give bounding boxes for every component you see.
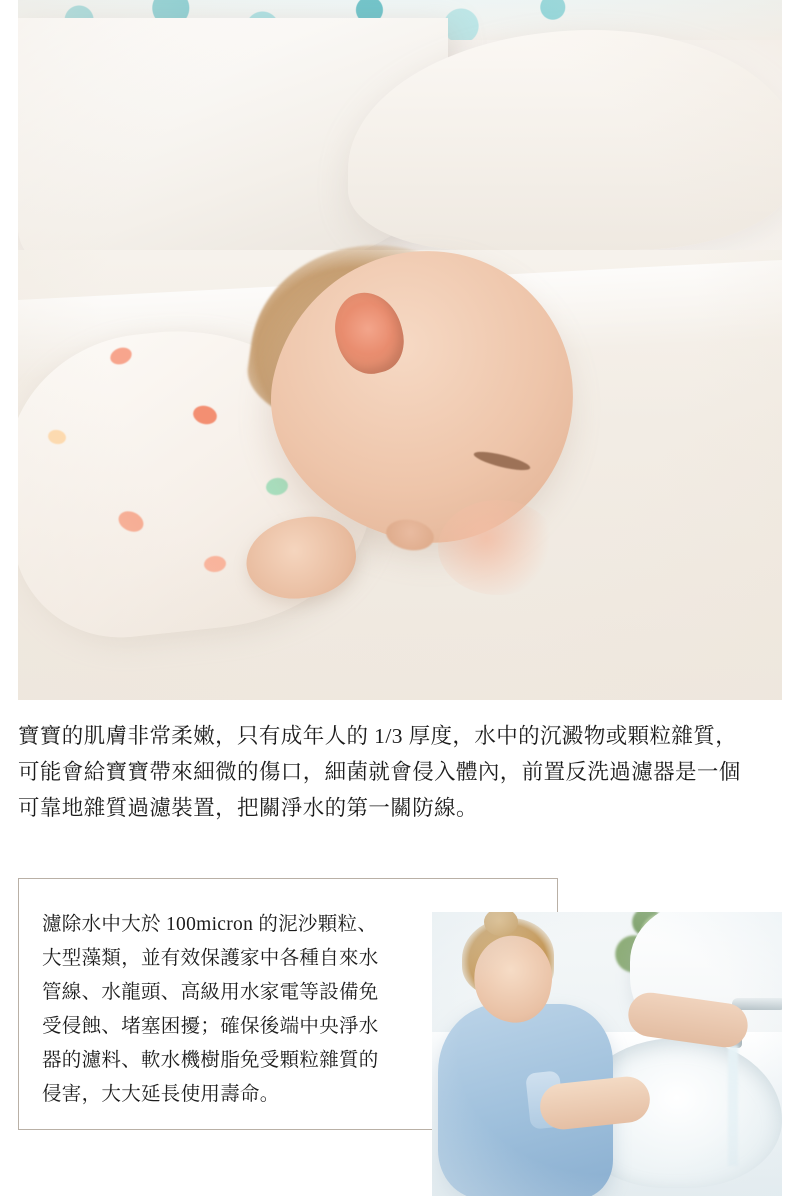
note-line-1: 濾除水中大於 100micron 的泥沙顆粒、 bbox=[42, 914, 378, 935]
girl-washing-hands-photo bbox=[432, 912, 782, 1196]
paragraph-line-1: 寶寶的肌膚非常柔嫩，只有成年人的 1/3 厚度，水中的沉澱物或顆粒雜質， bbox=[18, 724, 738, 748]
note-line-4: 受侵蝕、堵塞困擾；確保後端中央淨水 bbox=[42, 1016, 379, 1037]
feature-section bbox=[18, 878, 782, 1196]
note-line-2: 大型藻類，並有效保護家中各種自來水 bbox=[42, 948, 379, 969]
feature-note-text bbox=[42, 908, 422, 1112]
intro-paragraph bbox=[18, 718, 782, 826]
note-line-3: 管線、水龍頭、高級用水家電等設備免 bbox=[42, 982, 379, 1003]
photo-vignette bbox=[432, 912, 782, 1196]
paragraph-line-2: 可能會給寶寶帶來細微的傷口，細菌就會侵入體內，前置反洗過濾器是一個 bbox=[18, 760, 741, 784]
sleeping-baby-photo bbox=[18, 0, 782, 700]
note-line-6: 侵害，大大延長使用壽命。 bbox=[42, 1084, 280, 1105]
paragraph-line-3: 可靠地雜質過濾裝置，把關淨水的第一關防線。 bbox=[18, 796, 478, 820]
note-line-5: 器的濾料、軟水機樹脂免受顆粒雜質的 bbox=[42, 1050, 379, 1071]
photo-vignette bbox=[18, 0, 782, 700]
